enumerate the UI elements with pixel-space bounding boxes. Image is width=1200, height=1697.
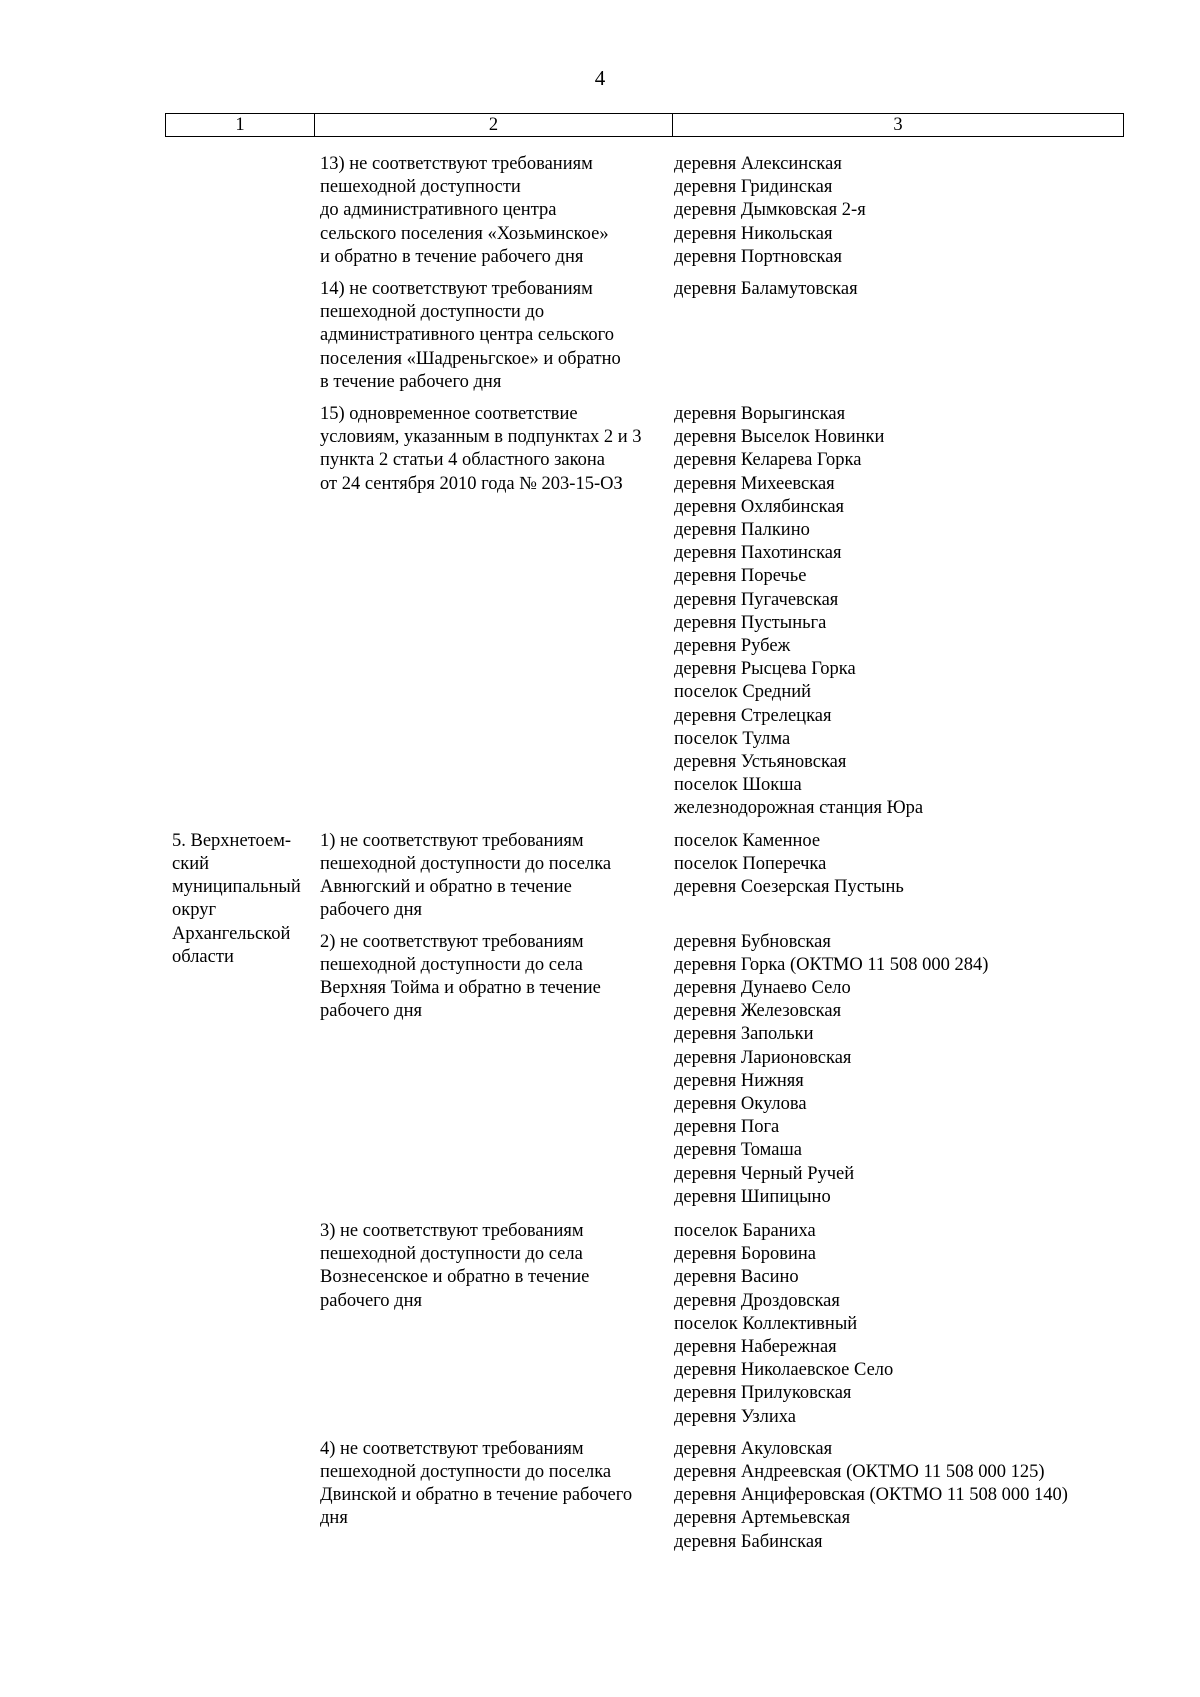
- region-content: [313, 153, 1120, 821]
- settlement-item: деревня Акуловская: [674, 1438, 833, 1459]
- settlement-item: деревня Михеевская: [674, 473, 835, 494]
- settlement-item: деревня Пога: [674, 1117, 780, 1138]
- settlement-item: поселок Тулма: [674, 728, 791, 749]
- table-row: [313, 1438, 1120, 1554]
- settlement-item: деревня Томаша: [674, 1140, 802, 1161]
- settlement-item: деревня Келарева Горка: [674, 450, 862, 471]
- settlement-item: деревня Нижняя: [674, 1070, 804, 1091]
- settlement-item: деревня Баламутовская: [674, 279, 858, 300]
- settlement-item: деревня Железовская: [674, 1001, 842, 1022]
- settlement-item: поселок Средний: [674, 682, 812, 703]
- column-header-table: [165, 113, 1124, 137]
- column-header-row: [166, 114, 1124, 137]
- criterion-text: 15) одновременное соответствие условиям, указанным в подпунктах 2 и 3 пункта 2 статьи 4 областного закона от 24 сентября 2010 года № 203-15-ОЗ: [320, 404, 642, 494]
- settlement-list: [670, 830, 1120, 923]
- settlement-item: деревня Охлябинская: [674, 496, 845, 517]
- settlement-list: [670, 403, 1120, 821]
- settlement-item: деревня Ларионовская: [674, 1047, 852, 1068]
- settlement-item: деревня Соезерская Пустынь: [674, 877, 904, 898]
- table-row: [313, 1220, 1120, 1429]
- settlement-item: деревня Поречье: [674, 566, 807, 587]
- settlement-item: поселок Коллективный: [674, 1313, 858, 1334]
- table-row: [313, 830, 1120, 923]
- settlement-item: деревня Стрелецкая: [674, 705, 832, 726]
- settlement-item: поселок Бараниха: [674, 1220, 816, 1241]
- settlement-item: деревня Дунаево Село: [674, 977, 851, 998]
- settlement-list: [670, 931, 1120, 1209]
- table-body: [165, 153, 1120, 1554]
- settlement-item: деревня Пугачевская: [674, 589, 839, 610]
- region-name: 5. Верхнетоем- ский муниципальный округ Архангельской области: [172, 830, 301, 967]
- settlement-item: деревня Горка (ОКТМО 11 508 000 284): [674, 954, 989, 975]
- settlement-list: [670, 1438, 1120, 1554]
- settlement-item: деревня Пустыньга: [674, 612, 827, 633]
- region-block: [165, 153, 1120, 821]
- table-row: [313, 403, 1120, 821]
- settlement-item: деревня Алексинская: [674, 154, 842, 174]
- settlement-item: деревня Боровина: [674, 1244, 816, 1265]
- region-name: [165, 153, 313, 821]
- settlement-item: деревня Прилуковская: [674, 1383, 852, 1404]
- settlement-item: деревня Дроздовская: [674, 1290, 840, 1311]
- criterion-text: 3) не соответствуют требованиям пешеходной доступности до села Вознесенское и обратно в течение рабочего дня: [320, 1220, 590, 1311]
- settlement-item: деревня Анциферовская (ОКТМО 11 508 000 140): [674, 1485, 1068, 1506]
- settlement-item: деревня Черный Ручей: [674, 1163, 855, 1184]
- settlement-item: деревня Запольки: [674, 1024, 814, 1045]
- settlement-item: деревня Артемьевская: [674, 1508, 851, 1529]
- settlement-item: деревня Портновская: [674, 246, 842, 267]
- table-row: [313, 931, 1120, 1209]
- region-content: [313, 830, 1120, 1554]
- settlement-item: поселок Поперечка: [674, 853, 827, 874]
- settlement-item: деревня Набережная: [674, 1336, 837, 1357]
- region-block: [165, 830, 1120, 1554]
- criterion-text: 14) не соответствуют требованиям пешеходной доступности до административного центра сельского поселения «Шадреньгское» и обратно в течение рабочего дня: [320, 279, 621, 392]
- settlement-item: деревня Окулова: [674, 1093, 807, 1114]
- table-row: [313, 153, 1120, 269]
- page-number: 4: [594, 66, 606, 90]
- column-header-3: 3: [673, 114, 1124, 137]
- settlement-item: деревня Выселок Новинки: [674, 427, 885, 448]
- settlement-item: деревня Шипицыно: [674, 1186, 831, 1207]
- settlement-item: деревня Николаевское Село: [674, 1360, 894, 1381]
- settlement-list: [670, 1220, 1120, 1429]
- criterion-text: 2) не соответствуют требованиям пешеходной доступности до села Верхняя Тойма и обратно в течение рабочего дня: [320, 931, 601, 1022]
- settlement-item: поселок Шокша: [674, 775, 802, 796]
- settlement-item: деревня Рубеж: [674, 636, 791, 657]
- settlement-list: [670, 278, 1120, 394]
- settlement-item: деревня Дымковская 2-я: [674, 200, 866, 221]
- settlement-item: деревня Васино: [674, 1267, 799, 1288]
- settlement-item: деревня Ворыгинская: [674, 404, 846, 425]
- settlement-item: железнодорожная станция Юра: [674, 798, 924, 819]
- settlement-item: деревня Бабинская: [674, 1531, 823, 1552]
- settlement-item: деревня Гридинская: [674, 177, 833, 198]
- column-header-2: 2: [315, 114, 673, 137]
- settlement-item: деревня Рысцева Горка: [674, 659, 856, 680]
- settlement-item: деревня Палкино: [674, 520, 810, 541]
- settlement-item: поселок Каменное: [674, 830, 821, 851]
- settlement-item: деревня Устьяновская: [674, 752, 847, 773]
- settlement-item: деревня Бубновская: [674, 931, 831, 952]
- settlement-item: деревня Андреевская (ОКТМО 11 508 000 125): [674, 1461, 1045, 1482]
- settlement-item: деревня Узлиха: [674, 1406, 796, 1427]
- table-row: [313, 278, 1120, 394]
- settlement-item: деревня Никольская: [674, 223, 833, 244]
- criterion-text: 13) не соответствуют требованиям пешеходной доступности до административного центра сельского поселения «Хозьминское» и обратно в течение рабочего дня: [320, 154, 609, 267]
- criterion-text: 4) не соответствуют требованиям пешеходной доступности до поселка Двинской и обратно в течение рабочего дня: [320, 1438, 633, 1529]
- settlement-item: деревня Пахотинская: [674, 543, 842, 564]
- column-header-1: 1: [166, 114, 315, 137]
- criterion-text: 1) не соответствуют требованиям пешеходной доступности до поселка Авнюгский и обратно в течение рабочего дня: [320, 830, 612, 921]
- settlement-list: [670, 153, 1120, 269]
